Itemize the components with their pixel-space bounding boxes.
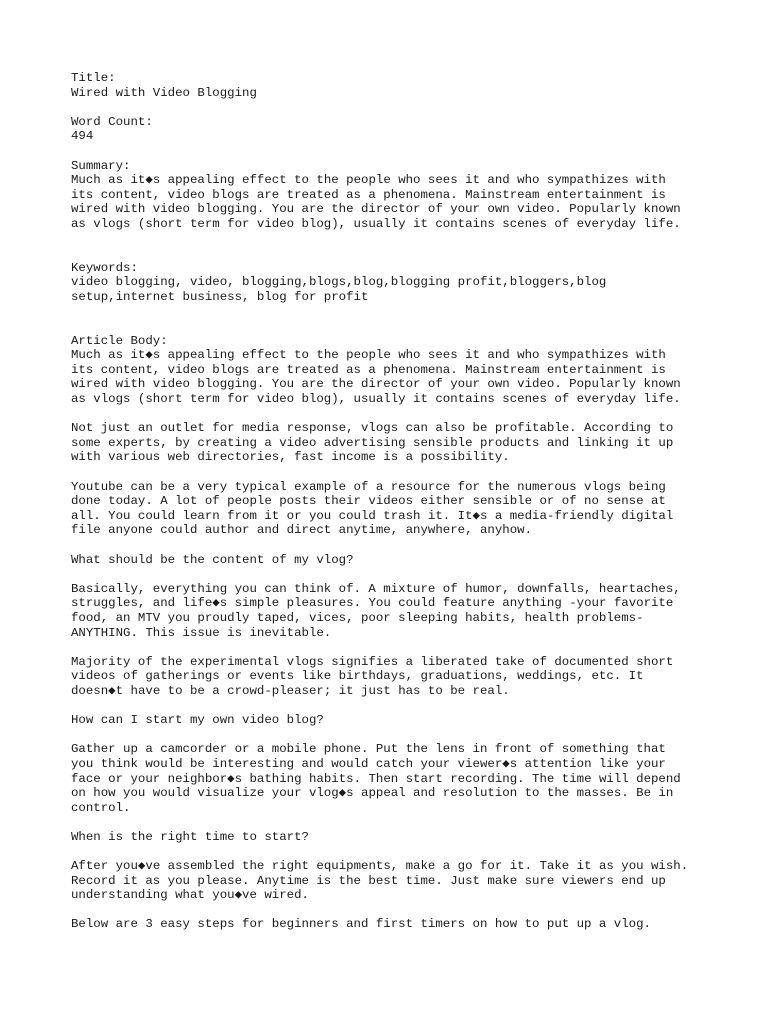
article-paragraph: Majority of the experimental vlogs signifies a liberated take of documented short videos of gatherings or events like birthdays, graduations, weddings, etc. It doesn◆t have to be a crowd-pleaser; it just has to be real. xyxy=(71,654,674,698)
article-paragraph: After you◆ve assembled the right equipments, make a go for it. Take it as you wish. Record it as you please. Anytime is the best time. Just make sure viewers end up understanding what you◆ve wired. xyxy=(71,859,689,903)
summary-text: Much as it◆s appealing effect to the people who sees it and who sympathizes with its content, video blogs are treated as a phenomena. Mainstream entertainment is wired with video blogging. You are the director of your own video. Popularly known as vlogs (short term for video blog), usually it contains scenes of everyday life. xyxy=(71,173,681,231)
keywords-label: Keywords: xyxy=(71,260,138,275)
keywords-text: video blogging, video, blogging,blogs,blog,blogging profit,bloggers,blog setup,internet business, blog for profit xyxy=(71,275,607,304)
article-subheading: How can I start my own video blog? xyxy=(71,713,324,728)
article-subheading: What should be the content of my vlog? xyxy=(71,552,354,567)
article-paragraph: Basically, everything you can think of. A mixture of humor, downfalls, heartaches, struggles, and life◆s simple pleasures. You could feature anything -your favorite food, an MTV you proudly taped, vices, poor sleeping habits, health problems- ANYTHING. This issue is inevitable. xyxy=(71,581,681,640)
article-paragraph: Below are 3 easy steps for beginners and first timers on how to put up a vlog. xyxy=(71,917,651,932)
article-body-label: Article Body: xyxy=(71,333,168,348)
title-value: Wired with Video Blogging xyxy=(71,85,257,100)
title-label: Title: xyxy=(71,71,116,85)
word-count-label: Word Count: xyxy=(71,114,153,129)
article-paragraph: Not just an outlet for media response, vlogs can also be profitable. According to some experts, by creating a video advertising sensible products and linking it up with various web directories, fast income is a possibility. xyxy=(71,421,674,465)
word-count-value: 494 xyxy=(71,129,94,144)
article-subheading: When is the right time to start? xyxy=(71,829,309,844)
article-paragraph: Gather up a camcorder or a mobile phone. Put the lens in front of something that you think would be interesting and would catch your viewer◆s attention like your face or your neighbor◆s bathing habits. Then start recording. The time will depend on how you would visualize your vlog◆s appeal and resolution to the masses. Be in control. xyxy=(71,742,681,815)
summary-label: Summary: xyxy=(71,158,131,173)
article-paragraph: Much as it◆s appealing effect to the people who sees it and who sympathizes with its content, video blogs are treated as a phenomena. Mainstream entertainment is wired with video blogging. You are the director of your own video. Popularly known as vlogs (short term for video blog), usually it contains scenes of everyday life. xyxy=(71,348,681,407)
document-page xyxy=(71,71,761,932)
article-paragraph: Youtube can be a very typical example of a resource for the numerous vlogs being done today. A lot of people posts their videos either sensible or of no sense at all. You could learn from it or you could trash it. It◆s a media-friendly digital file anyone could author and direct anytime, anywhere, anyhow. xyxy=(71,479,674,538)
